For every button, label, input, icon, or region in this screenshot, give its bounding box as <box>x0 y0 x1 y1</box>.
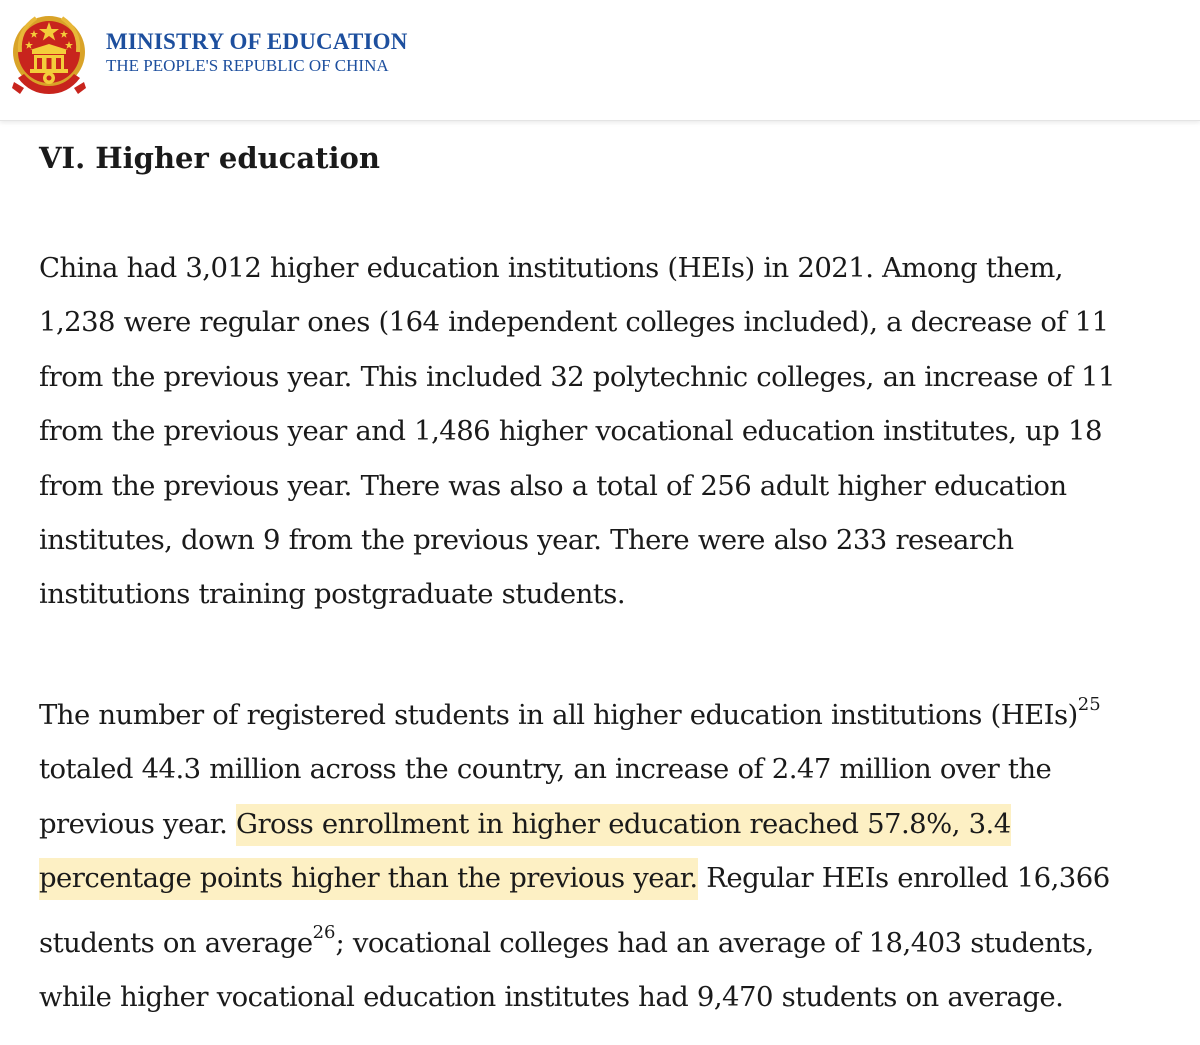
paragraph-line: China had 3,012 higher education institutions (HEIs) in 2021. Among them, <box>39 252 1063 284</box>
section-heading: VI. Higher education <box>39 141 380 175</box>
paragraph-line: institutions training postgraduate students. <box>39 578 626 611</box>
paragraph-students <box>39 688 1110 1024</box>
paragraph-institutions <box>39 241 1115 622</box>
paragraph-line: while higher vocational education institutes had 9,470 students on average. <box>39 981 1064 1014</box>
paragraph-line <box>39 688 1110 742</box>
footnote-ref-25[interactable]: 25 <box>1077 694 1101 715</box>
highlighted-text: Gross enrollment in higher education reached 57.8%, 3.4 <box>236 804 1011 846</box>
paragraph-line: from the previous year and 1,486 higher vocational education institutes, up 18 <box>39 415 1102 448</box>
paragraph-line: 1,238 were regular ones (164 independent colleges included), a decrease of 11 <box>39 306 1109 339</box>
paragraph-line: institutes, down 9 from the previous year. There were also 233 research <box>39 524 1014 557</box>
paragraph-line: totaled 44.3 million across the country, an increase of 2.47 million over the <box>39 753 1052 786</box>
footnote-ref-26[interactable]: 26 <box>312 921 336 943</box>
paragraph-text: students on average <box>39 926 313 959</box>
paragraph-text: previous year. <box>39 807 237 840</box>
site-subtitle[interactable]: THE PEOPLE'S REPUBLIC OF CHINA <box>106 56 389 75</box>
site-header <box>0 0 1200 121</box>
paragraph-line: from the previous year. There was also a total of 256 adult higher education <box>39 469 1067 502</box>
brand-block[interactable] <box>106 30 408 76</box>
article-content <box>39 134 1179 1014</box>
paragraph-line: from the previous year. This included 32 polytechnic colleges, an increase of 11 <box>39 360 1115 393</box>
paragraph-text: Regular HEIs enrolled 16,366 <box>697 862 1110 895</box>
paragraph-text: ; vocational colleges had an average of 18,403 students, <box>335 926 1094 959</box>
paragraph-line <box>39 916 1110 970</box>
paragraph-line <box>39 851 1110 905</box>
highlighted-text: percentage points higher than the previous year. <box>39 858 698 900</box>
national-emblem-icon[interactable] <box>10 8 88 96</box>
paragraph-line <box>39 797 1110 851</box>
site-title[interactable]: MINISTRY OF EDUCATION <box>106 29 408 54</box>
paragraph-text: The number of registered students in all higher education institutions (HEIs) <box>39 699 1078 731</box>
